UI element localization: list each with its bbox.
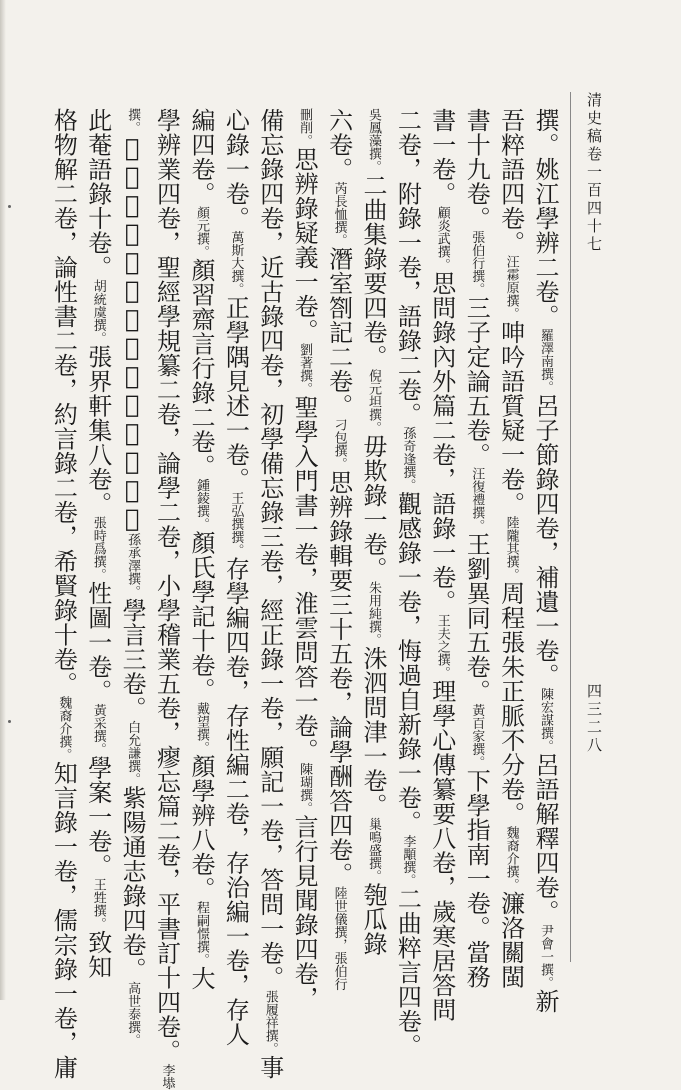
title-text: 匏瓜錄: [358, 882, 387, 956]
author-note: 張履祥撰。: [262, 990, 278, 1055]
author-note: 鍾錂撰。: [193, 478, 209, 531]
title-text: 性圖一卷。: [83, 581, 112, 704]
author-note: 戴望撰。: [193, 702, 209, 754]
author-note: 高世泰撰。: [125, 981, 141, 1047]
author-note: 陸隴其撰。: [503, 516, 519, 581]
title-text: 知言錄一卷，儒宗錄一卷，庸: [49, 761, 78, 1080]
author-note: 朱用純撰。: [365, 581, 381, 646]
title-text: 紫陽通志錄四卷。: [118, 785, 147, 982]
title-text: 洙泗問津一卷。: [358, 646, 387, 818]
page-edge-shadow: [0, 0, 6, 1000]
title-text: 存學編四卷，存性編二卷，存治編一卷，存人: [221, 556, 250, 1047]
title-text: 格物解二卷，論性書二卷，約言錄二卷，希賢錄十卷。: [49, 108, 78, 696]
title-text: 事: [255, 1055, 284, 1080]
author-note: 李顒撰。: [400, 834, 416, 887]
text-column: [115, 108, 149, 1047]
title-text: 濂洛關閩: [496, 891, 525, 989]
author-note: 刁包撰。: [331, 418, 347, 470]
text-column: [321, 108, 355, 991]
title-text: 學辨業四卷，聖經學規纂二卷，論學二卷，小學稽業五卷，瘳忘篇二卷，平書訂十四卷。: [152, 108, 181, 1064]
title-text: 三子定論五卷。: [462, 295, 491, 467]
title-text: 正學隅見述一卷。: [221, 295, 250, 492]
author-note: 撰。: [125, 108, 141, 134]
author-note: 李塨: [159, 1063, 175, 1090]
title-text: 書十九卷。: [462, 108, 491, 231]
title-text: 張界軒集八卷。: [83, 344, 112, 516]
title-text: 二卷，附錄一卷，語錄二卷。: [393, 108, 422, 427]
author-note: 陳瑚撰。: [297, 762, 313, 815]
author-note: 張伯行撰。: [469, 230, 485, 296]
author-note: 陸世儀撰，張伯行: [331, 886, 347, 991]
title-text: 新: [531, 989, 559, 1014]
title-text: 吾粹語四卷。: [496, 108, 525, 255]
author-note: 陳宏謀撰。: [538, 687, 553, 753]
title-text: 思辨錄輯要三十五卷，論學酬答四卷。: [324, 470, 353, 887]
author-note: 尹會一撰。: [538, 924, 553, 989]
title-text: 顏學辨八卷。: [186, 754, 215, 901]
text-column: [46, 108, 80, 1080]
text-column: [459, 108, 493, 989]
margin-dot: [8, 205, 11, 208]
running-title: 清史稿卷一百四十七: [585, 92, 603, 254]
title-text: 呂子節錄四卷，補遺一卷。: [531, 393, 559, 688]
text-column: [424, 108, 458, 1022]
text-column: [528, 108, 562, 1014]
title-text: 呻吟語質疑一卷。: [496, 320, 525, 516]
title-text: 六卷。: [324, 108, 353, 182]
title-text: 二曲粹言四卷。: [393, 886, 422, 1058]
text-column: [252, 108, 286, 1080]
title-text: 致知: [83, 930, 112, 979]
title-text: 大: [186, 966, 215, 991]
text-column: [356, 108, 390, 970]
title-text: 聖學入門書一卷，淮雲問答一卷。: [290, 395, 319, 763]
margin-dot: [8, 720, 11, 723]
author-note: 羅澤南撰。: [538, 328, 553, 394]
title-text: 毋欺錄一卷。: [358, 434, 387, 581]
title-text: 觀感錄一卷，悔過自新錄一卷。: [393, 491, 422, 835]
text-column: [218, 108, 252, 1047]
author-note: 顧炎武撰。: [434, 206, 450, 271]
title-text: 二曲集錄要四卷。: [358, 173, 387, 369]
title-text: 思辨錄疑義一卷。: [290, 147, 319, 343]
title-text: 顏氏學記十卷。: [186, 530, 215, 702]
title-text: 備忘錄四卷，近古錄四卷，初學備忘錄三卷，經正錄一卷，願記一卷，答問一卷。: [255, 108, 284, 990]
title-text: 編四卷。: [186, 108, 215, 206]
title-text: 言行見聞錄四卷，: [290, 814, 319, 1011]
header-rule: [570, 92, 571, 962]
author-note: 芮長恤撰。: [331, 181, 347, 247]
author-note: 黃采撰。: [90, 703, 106, 756]
author-note: 程嗣憬撰。: [193, 901, 209, 966]
title-text: 周程張朱正脈不分卷。: [496, 581, 525, 826]
title-text: 潛室劄記二卷。: [324, 246, 353, 418]
text-column: [80, 108, 114, 979]
author-note: 張時爲撰。: [90, 516, 106, 581]
author-note: 巢鳴盛撰。: [365, 817, 381, 883]
title-text: 此菴語錄十卷。: [83, 108, 112, 280]
text-column: [149, 108, 183, 1090]
author-note: 汪復禮撰。: [469, 467, 485, 532]
author-note: 吳鳳藻撰。: [365, 108, 381, 173]
title-text: 書一卷。: [427, 108, 456, 206]
title-text: 心錄一卷。: [221, 108, 250, 231]
author-note: 劉著撰。: [297, 343, 313, 395]
author-note: 王弘撰撰。: [228, 491, 244, 557]
author-note: 刪削。: [297, 108, 313, 147]
title-text: 呂語解釋四卷。: [531, 752, 559, 924]
author-note: 顏元撰。: [193, 206, 209, 258]
title-text: 思問錄內外篇二卷，語錄一卷。: [427, 271, 456, 614]
author-note: 魏裔介撰。: [56, 696, 72, 761]
author-note: 萬斯大撰。: [228, 230, 244, 296]
text-column: [287, 108, 321, 1011]
title-text: 顏習齋言行錄二卷。: [186, 258, 215, 479]
vertical-text-body: [49, 108, 562, 1090]
text-column: [390, 108, 424, 1058]
text-column: [493, 108, 527, 989]
title-text: 學言三卷。: [118, 598, 147, 721]
title-text: 理學心傳纂要八卷，歲寒居答問: [427, 679, 456, 1022]
author-note: 王夫之撰。: [434, 614, 450, 679]
page-number: 四三二八: [585, 683, 603, 755]
title-text: 𢣪陰劄記不分卷，明辨錄二卷。: [118, 134, 147, 533]
author-note: 倪元坦撰。: [365, 369, 381, 434]
title-text: 下學指南一卷。當務: [462, 768, 491, 989]
title-text: 學案一卷。: [83, 755, 112, 878]
author-note: 胡統虞撰。: [90, 279, 106, 345]
author-note: 孫奇逢撰。: [400, 426, 416, 492]
author-note: 孫承澤撰。: [125, 533, 141, 598]
title-text: 撰。: [531, 108, 559, 157]
title-text: 姚江學辨二卷。: [531, 157, 559, 329]
author-note: 汪霦原撰。: [503, 255, 519, 320]
title-text: 王劉異同五卷。: [462, 532, 491, 704]
author-note: 黃百家撰。: [469, 703, 485, 769]
author-note: 白允謙撰。: [125, 720, 141, 786]
author-note: 魏裔介撰。: [503, 826, 519, 891]
author-note: 王甡撰。: [90, 878, 106, 930]
text-column: [184, 108, 218, 991]
